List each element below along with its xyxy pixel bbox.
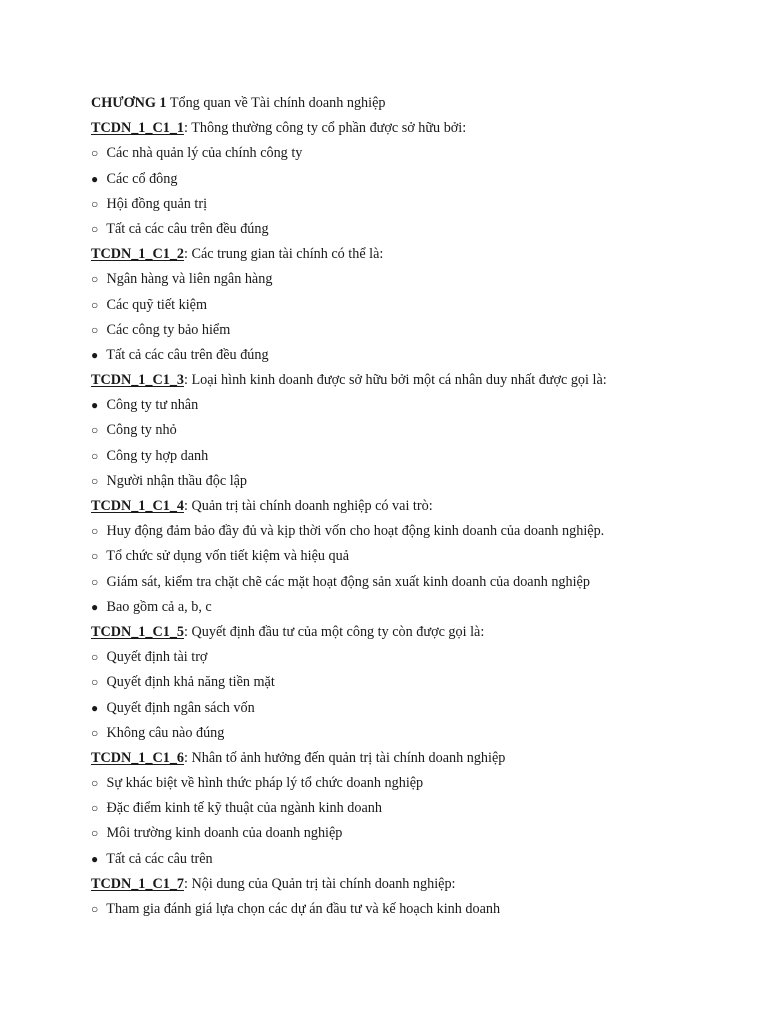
option[interactable] xyxy=(91,796,741,821)
empty-bullet-icon: ○ xyxy=(91,221,99,236)
chapter-label: CHƯƠNG 1 xyxy=(91,95,167,111)
option[interactable] xyxy=(91,544,741,569)
option[interactable] xyxy=(91,141,741,166)
option-text: Công ty hợp danh xyxy=(106,447,209,464)
option-text: Tất cả các câu trên đều đúng xyxy=(106,220,269,237)
option-text: Quyết định khả năng tiền mặt xyxy=(106,674,275,691)
question-heading xyxy=(91,368,741,393)
question-id: TCDN_1_C1_1 xyxy=(91,120,185,137)
empty-bullet-icon: ○ xyxy=(91,776,99,791)
filled-bullet-icon: ● xyxy=(91,171,99,186)
option-text: Không câu nào đúng xyxy=(106,724,225,741)
option-text: Giám sát, kiểm tra chặt chẽ các mặt hoạt động sản xuất kinh doanh của doanh nghiệp xyxy=(106,573,590,590)
empty-bullet-icon: ○ xyxy=(91,902,99,916)
question-list xyxy=(91,116,741,922)
question-id: TCDN_1_C1_2 xyxy=(91,246,185,263)
option-text: Công ty nhỏ xyxy=(106,422,177,439)
question-id: TCDN_1_C1_7 xyxy=(91,875,185,892)
question-text: : Nội dung của Quản trị tài chính doanh nghiệp: xyxy=(184,875,456,892)
empty-bullet-icon: ○ xyxy=(91,297,99,312)
empty-bullet-icon: ○ xyxy=(91,473,99,488)
option-text: Người nhận thầu độc lập xyxy=(106,472,248,489)
option-text: Các công ty bảo hiểm xyxy=(106,321,231,338)
question-heading xyxy=(91,620,741,645)
option-text: Huy động đảm bảo đầy đủ và kịp thời vốn cho hoạt động kinh doanh của doanh nghiệp. xyxy=(106,523,605,540)
option-text: Tất cả các câu trên đều đúng xyxy=(106,346,269,363)
filled-bullet-icon: ● xyxy=(91,599,99,614)
option[interactable] xyxy=(91,897,741,922)
filled-bullet-icon: ● xyxy=(91,398,99,413)
question-id: TCDN_1_C1_6 xyxy=(91,749,185,766)
question-id: TCDN_1_C1_5 xyxy=(91,623,185,640)
option[interactable] xyxy=(91,418,741,443)
option[interactable] xyxy=(91,570,741,595)
option-selected[interactable] xyxy=(91,847,741,872)
empty-bullet-icon: ○ xyxy=(91,650,99,665)
option[interactable] xyxy=(91,721,741,746)
empty-bullet-icon: ○ xyxy=(91,549,99,564)
option[interactable] xyxy=(91,469,741,494)
question-heading xyxy=(91,746,741,771)
empty-bullet-icon: ○ xyxy=(91,725,99,740)
filled-bullet-icon: ● xyxy=(91,347,99,362)
option-selected[interactable] xyxy=(91,167,741,192)
option-text: Môi trường kinh doanh của doanh nghiệp xyxy=(106,825,343,842)
document-body xyxy=(91,91,741,922)
option[interactable] xyxy=(91,645,741,670)
question-id: TCDN_1_C1_4 xyxy=(91,498,185,514)
question-heading xyxy=(91,872,741,897)
chapter-heading xyxy=(91,91,741,116)
option-text: Tổ chức sử dụng vốn tiết kiệm và hiệu quả xyxy=(106,548,350,565)
empty-bullet-icon: ○ xyxy=(91,322,99,337)
option[interactable] xyxy=(91,519,741,544)
option[interactable] xyxy=(91,293,741,318)
option-selected[interactable] xyxy=(91,595,741,620)
question-text: : Nhân tố ảnh hưởng đến quản trị tài chính doanh nghiệp xyxy=(184,749,506,766)
question-text: : Quyết định đầu tư của một công ty còn được gọi là: xyxy=(184,623,485,640)
option-selected[interactable] xyxy=(91,343,741,368)
option-text: Tất cả các câu trên xyxy=(106,850,213,867)
question-text: : Quản trị tài chính doanh nghiệp có vai trò: xyxy=(184,498,433,514)
option[interactable] xyxy=(91,771,741,796)
option-text: Các cổ đông xyxy=(106,170,178,187)
empty-bullet-icon: ○ xyxy=(91,524,99,539)
question-id: TCDN_1_C1_3 xyxy=(91,372,185,389)
empty-bullet-icon: ○ xyxy=(91,826,99,841)
empty-bullet-icon: ○ xyxy=(91,196,99,211)
empty-bullet-icon: ○ xyxy=(91,146,99,161)
option-text: Quyết định tài trợ xyxy=(106,649,208,666)
option-text: Các nhà quản lý của chính công ty xyxy=(106,145,303,162)
option[interactable] xyxy=(91,821,741,846)
option-selected[interactable] xyxy=(91,696,741,721)
question-text: : Thông thường công ty cổ phần được sở hữu bởi: xyxy=(184,120,467,137)
chapter-title: Tổng quan về Tài chính doanh nghiệp xyxy=(166,95,386,111)
option-text: Bao gồm cả a, b, c xyxy=(106,598,212,615)
option[interactable] xyxy=(91,217,741,242)
option[interactable] xyxy=(91,670,741,695)
question-text: : Các trung gian tài chính có thể là: xyxy=(184,246,384,263)
option-text: Hội đồng quản trị xyxy=(106,195,208,212)
option-text: Các quỹ tiết kiệm xyxy=(106,296,208,313)
empty-bullet-icon: ○ xyxy=(91,574,99,589)
option-text: Tham gia đánh giá lựa chọn các dự án đầu tư và kế hoạch kinh doanh xyxy=(106,901,501,917)
option[interactable] xyxy=(91,192,741,217)
option-selected[interactable] xyxy=(91,393,741,418)
option[interactable] xyxy=(91,318,741,343)
option-text: Đặc điểm kinh tế kỹ thuật của ngành kinh doanh xyxy=(106,800,382,817)
option-text: Công ty tư nhân xyxy=(106,397,199,414)
empty-bullet-icon: ○ xyxy=(91,448,99,463)
empty-bullet-icon: ○ xyxy=(91,423,99,438)
question-heading xyxy=(91,242,741,267)
option-text: Sự khác biệt về hình thức pháp lý tổ chức doanh nghiệp xyxy=(106,775,424,792)
question-heading xyxy=(91,494,741,519)
question-text: : Loại hình kinh doanh được sở hữu bởi một cá nhân duy nhất được gọi là: xyxy=(184,372,607,389)
filled-bullet-icon: ● xyxy=(91,700,99,715)
empty-bullet-icon: ○ xyxy=(91,801,99,816)
empty-bullet-icon: ○ xyxy=(91,675,99,690)
option[interactable] xyxy=(91,444,741,469)
filled-bullet-icon: ● xyxy=(91,851,99,866)
empty-bullet-icon: ○ xyxy=(91,272,99,287)
option-text: Ngân hàng và liên ngân hàng xyxy=(106,271,273,288)
question-heading xyxy=(91,116,741,141)
option-text: Quyết định ngân sách vốn xyxy=(106,699,255,716)
option[interactable] xyxy=(91,267,741,292)
